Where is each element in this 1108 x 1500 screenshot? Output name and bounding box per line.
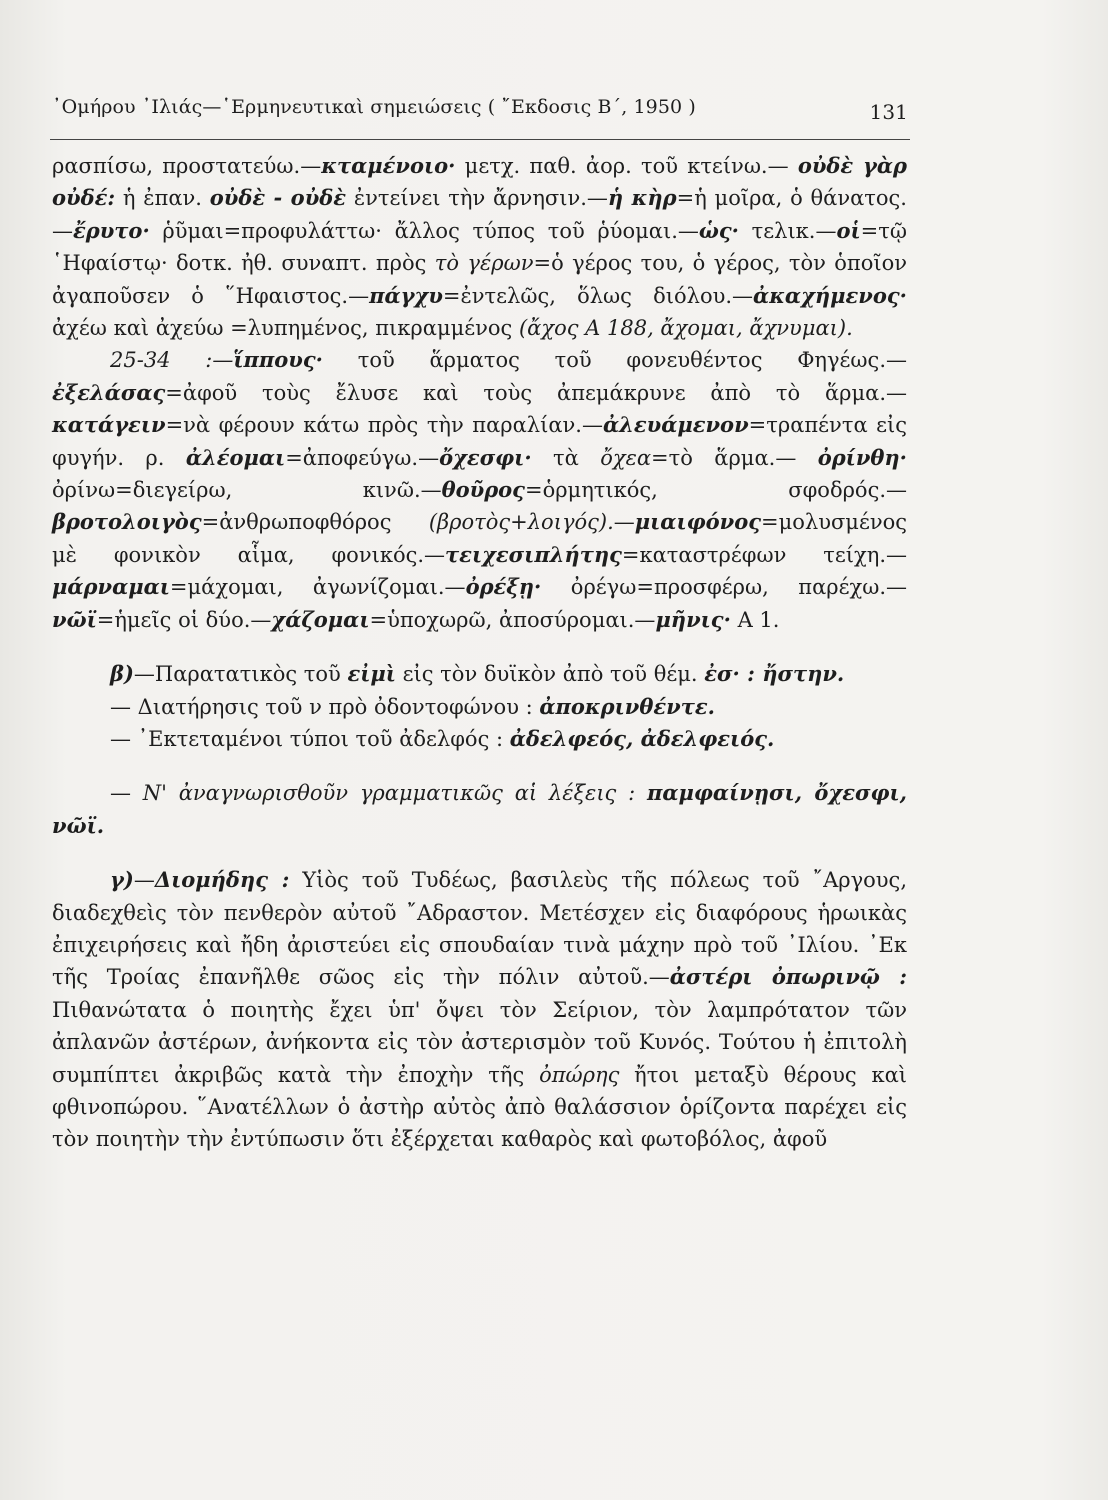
text-run: =τραπέντα εἰς φυγήν. ρ. xyxy=(52,413,908,470)
paragraph-glossary-2 xyxy=(52,344,907,636)
bold-term: εἰμὶ xyxy=(347,661,396,687)
italic-term: ὀπώρης xyxy=(539,1062,620,1087)
paragraph-note-nu xyxy=(52,691,907,723)
text-run: =ἐντελῶς, ὅλως διόλου.— xyxy=(442,283,754,308)
paragraph-gap xyxy=(52,842,907,864)
bold-term: ὀρίνθη· xyxy=(817,444,907,470)
text-run: Υἱὸς τοῦ Τυδέως, βασιλεὺς τῆς πόλεως τοῦ ῎Αργους, διαδεχθεὶς τὸν πενθερὸν αὐτοῦ ῎Αδραστον. Μετέσχεν εἰς διαφόρους ἡρωικὰς ἐπιχειρήσεις καὶ ἤδη ἀριστεύει εἰς σπουδαίαν τινὰ μάχην πρὸ τοῦ ᾿Ιλίου. ᾿Εκ τῆς Τροίας ἐπανῆλθε σῶος εἰς τὴν πόλιν αὐτοῦ.— xyxy=(52,868,907,990)
bold-term: κταμένοιο· xyxy=(321,153,456,178)
bold-term: ἵππους· xyxy=(233,347,323,373)
bold-term: οἱ xyxy=(836,217,861,243)
italic-reference: (ἄχος Α 188, ἄχομαι, ἄχνυμαι). xyxy=(518,316,853,341)
text-run: τοῦ ἅρματος τοῦ φονευθέντος Φηγέως.— xyxy=(322,348,907,373)
italic-term: τὸ γέρων xyxy=(434,251,534,276)
bold-term: ἡ κὴρ xyxy=(607,185,677,211)
text-run: ῥῦμαι=προφυλάττω· ἄλλος τύπος τοῦ ῥύομαι.— xyxy=(149,218,699,243)
text-run: ἤτοι μεταξὺ θέρους καὶ φθινοπώρου. ῞Ανατέλλων ὁ ἀστὴρ αὐτὸς ἀπὸ θαλάσσιον ὁρίζοντα παρέχει εἰς τὸν ποιητὴν τὴν ἐντύπωσιν ὅτι ἐξέρχεται καθαρὸς καὶ φωτοβόλος, ἀφοῦ xyxy=(52,1062,908,1152)
text-run: — Διατήρησις τοῦ ν πρὸ ὀδοντοφώνου : xyxy=(110,694,540,719)
text-run: =ὁρμητικός, σφοδρός.— xyxy=(524,478,908,503)
bold-term: πάγχυ xyxy=(369,282,443,308)
bold-term: ἀδελφεός, ἀδελφειός. xyxy=(509,725,775,751)
text-run: ὀρέγω=προσφέρω, παρέχω.— xyxy=(541,575,908,600)
text-run: ὀρίνω=διεγείρω, κινῶ.— xyxy=(52,478,442,503)
bold-term: ἀκαχήμενος· xyxy=(753,282,907,308)
text-run: =τὸ ἅρμα.— xyxy=(651,445,818,470)
section-marker: β) xyxy=(110,661,134,687)
text-run: =καταστρέφων τείχη.— xyxy=(621,542,907,567)
text-run: Πιθανώτατα ὁ ποιητὴς ἔχει ὑπ' ὄψει τὸν Σείριον, τὸν λαμπρότατον τῶν ἀπλανῶν ἀστέρων, ἀνήκοντα εἰς τὸν ἀστερισμὸν τοῦ Κυνός. Τούτου ἡ ἐπιτολὴ συμπίπτει ἀκριβῶς κατὰ τὴν ἐποχὴν τῆς xyxy=(52,997,907,1087)
text-run: =ἀφοῦ τοὺς ἔλυσε καὶ τοὺς ἀπεμάκρυνε ἀπὸ τὸ ἅρμα.— xyxy=(165,380,907,405)
bold-term: παμφαίνῃσι, ὄχεσφι, νῶϊ. xyxy=(52,780,907,838)
italic-term: ὄχεα xyxy=(600,445,652,470)
text-run xyxy=(635,781,647,805)
bold-term: ἔρυτο· xyxy=(73,217,150,243)
paragraph-gap xyxy=(52,755,907,777)
section-marker: γ) xyxy=(110,867,134,893)
text-run: —Παρατατικὸς τοῦ xyxy=(133,662,348,687)
bold-term: οὐδὲ γὰρ οὐδέ: xyxy=(52,153,908,211)
italic-instruction: Ν' ἀναγνωρισθοῦν γραμματικῶς αἱ λέξεις : xyxy=(142,781,636,806)
text-run: — xyxy=(133,868,155,893)
bold-term: θοῦρος xyxy=(441,477,525,503)
bold-term: ἐσ· : ἤστην. xyxy=(704,661,845,687)
text-run: =ἡ μοῖρα, ὁ θάνατος.— xyxy=(52,186,907,243)
paragraph-gap xyxy=(52,636,907,658)
text-run: Α 1. xyxy=(730,607,780,632)
paragraph-section-b xyxy=(52,658,907,690)
bold-term: ἀλευάμενον xyxy=(602,412,749,438)
bold-term: κατάγειν xyxy=(52,412,166,438)
bold-term: ἀστέρι ὀπωρινῷ : xyxy=(669,964,907,990)
italic-etymology: (βροτὸς+λοιγός). xyxy=(428,510,614,535)
text-run: =νὰ φέρουν κάτω πρὸς τὴν παραλίαν.— xyxy=(165,413,603,438)
bold-term: μῆνις· xyxy=(655,606,731,632)
text-run: =ὁ γέρος του, ὁ γέρος, τὸν ὁποῖον ἀγαποῦσεν ὁ ῞Ηφαιστος.— xyxy=(52,251,907,308)
text-run: ἀχέω καὶ ἀχεύω =λυπημένος, πικραμμένος xyxy=(52,316,519,341)
bold-term: τειχεσιπλήτης xyxy=(445,541,622,567)
bold-term: ἀποκρινθέντε. xyxy=(539,693,715,719)
bold-term: ὄχεσφι· xyxy=(439,444,532,470)
text-run: =ἀποφεύγω.— xyxy=(285,445,440,470)
text-run: =ἡμεῖς οἱ δύο.— xyxy=(96,607,272,632)
bold-term: νῶϊ xyxy=(52,606,97,632)
bold-term: οὐδὲ - οὐδὲ xyxy=(209,185,347,211)
page-body xyxy=(52,150,907,1156)
text-run: =μολυσμένος μὲ φονικὸν αἷμα, φονικός.— xyxy=(52,510,907,567)
text-run: =ὑποχωρῶ, ἀποσύρομαι.— xyxy=(369,607,656,632)
paragraph-glossary-1 xyxy=(52,150,907,344)
verse-range: 25-34 :— xyxy=(110,348,234,373)
bold-term: ὀρέξῃ· xyxy=(465,574,542,600)
text-run: — xyxy=(613,510,635,535)
text-run: ρασπίσω, προστατεύω.— xyxy=(52,154,322,178)
text-run: — ᾿Εκτεταμένοι τύποι τοῦ ἀδελφός : xyxy=(110,726,510,751)
text-run: εἰς τὸν δυϊκὸν ἀπὸ τοῦ θέμ. xyxy=(395,662,705,687)
text-run: μετχ. παθ. ἀορ. τοῦ κτείνω.— xyxy=(455,154,798,178)
text-run: =τῷ ῾Ηφαίστῳ· δοτκ. ἠθ. συναπτ. πρὸς xyxy=(52,218,907,276)
bold-term: ὡς· xyxy=(698,217,739,243)
bold-term: βροτολοιγὸς xyxy=(52,509,202,535)
page-number: 131 xyxy=(869,100,908,124)
text-run: τελικ.— xyxy=(738,218,837,243)
bold-term: ἐξελάσας xyxy=(52,379,166,405)
paragraph-section-c xyxy=(52,864,907,1156)
bold-term: ἀλέομαι xyxy=(185,444,286,470)
paragraph-note-adelphos xyxy=(52,723,907,755)
text-run: — xyxy=(110,781,143,806)
text-run: τὰ xyxy=(531,445,601,470)
bold-term: χάζομαι xyxy=(271,606,370,632)
header-rule xyxy=(50,139,910,140)
bold-term: Διομήδης : xyxy=(154,867,290,893)
text-run: ἡ ἐπαν. xyxy=(115,186,210,211)
text-run: =μάχομαι, ἀγωνίζομαι.— xyxy=(169,575,466,600)
text-run: ἐντείνει τὴν ἄρνησιν.— xyxy=(346,186,608,211)
text-run: =ἀνθρωποφθόρος xyxy=(201,510,429,535)
bold-term: μιαιφόνος xyxy=(634,509,761,535)
header-title: ᾿Ομήρου ᾿Ιλιάς—῾Ερμηνευτικαὶ σημειώσεις ( ῎Εκδοσις Β΄, 1950 ) xyxy=(52,96,696,118)
paragraph-exercise xyxy=(52,777,907,842)
bold-term: μάρναμαι xyxy=(52,574,170,600)
